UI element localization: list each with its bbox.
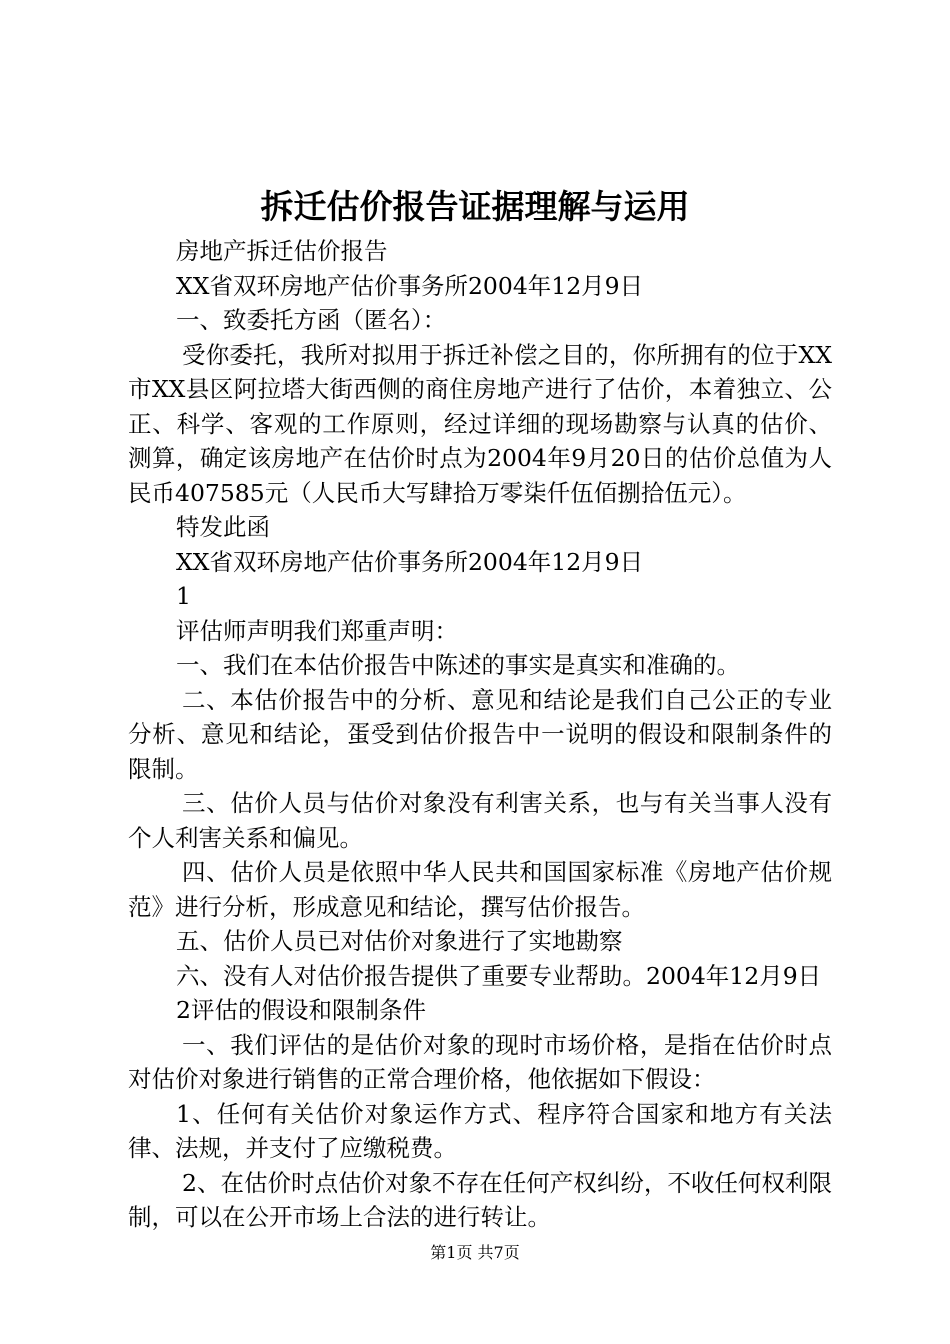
paragraph-letter-closing: 特发此函 (176, 513, 270, 541)
paragraph-issuer-date: XX省双环房地产估价事务所2004年12月9日 (176, 271, 644, 300)
paragraph-assumption-1: 1、任何有关估价对象运作方式、程序符合国家和地方有关法律、法规，并支付了应缴税费。 (128, 1099, 832, 1162)
paragraph-declaration-6: 六、没有人对估价报告提供了重要专业帮助。2004年12月9日 (176, 961, 822, 990)
paragraph-assumption-2: 2、在估价时点估价对象不存在任何产权纠纷，不收任何权利限制，可以在公开市场上合法的进行转让。 (128, 1168, 832, 1231)
paragraph-report-heading: 房地产拆迁估价报告 (176, 237, 388, 265)
paragraph-section-number: 1 (176, 582, 191, 610)
paragraph-letter-heading: 一、致委托方函（匿名）： (176, 306, 447, 334)
paragraph-letter-body: 受你委托，我所对拟用于拆迁补偿之目的，你所拥有的位于XX市XX县区阿拉塔大街西侧的商住房地产进行了估价，本着独立、公正、科学、客观的工作原则，经过详细的现场勘察与认真的估价、测算，确定该房地产在估价时点为2004年9月20日的估价总值为人民币407585元（人民币大写肆拾万零柒仟伍佰捌拾伍元）。 (128, 340, 832, 507)
page-title: 拆迁估价报告证据理解与运用 (260, 187, 690, 226)
paragraph-declaration-3: 三、估价人员与估价对象没有利害关系，也与有关当事人没有个人利害关系和偏见。 (128, 789, 832, 852)
paragraph-assumption-intro: 一、我们评估的是估价对象的现时市场价格，是指在估价时点对估价对象进行销售的正常合理价格，他依据如下假设： (128, 1030, 832, 1093)
document-body (128, 234, 832, 1235)
paragraph-declaration-2: 二、本估价报告中的分析、意见和结论是我们自己公正的专业分析、意见和结论，蛋受到估价报告中一说明的假设和限制条件的限制。 (128, 685, 832, 783)
paragraph-declaration-heading: 评估师声明我们郑重声明： (176, 616, 458, 645)
paragraph-issuer-date-2: XX省双环房地产估价事务所2004年12月9日 (176, 547, 644, 576)
page-footer: 第1页 共7页 (430, 1243, 520, 1262)
paragraph-declaration-4: 四、估价人员是依照中华人民共和国国家标准《房地产估价规范》进行分析，形成意见和结论，撰写估价报告。 (128, 858, 832, 921)
paragraph-assumptions-heading: 2评估的假设和限制条件 (176, 996, 426, 1024)
paragraph-declaration-1: 一、我们在本估价报告中陈述的事实是真实和准确的。 (176, 651, 740, 679)
paragraph-declaration-5: 五、估价人员已对估价对象进行了实地勘察 (176, 927, 623, 955)
